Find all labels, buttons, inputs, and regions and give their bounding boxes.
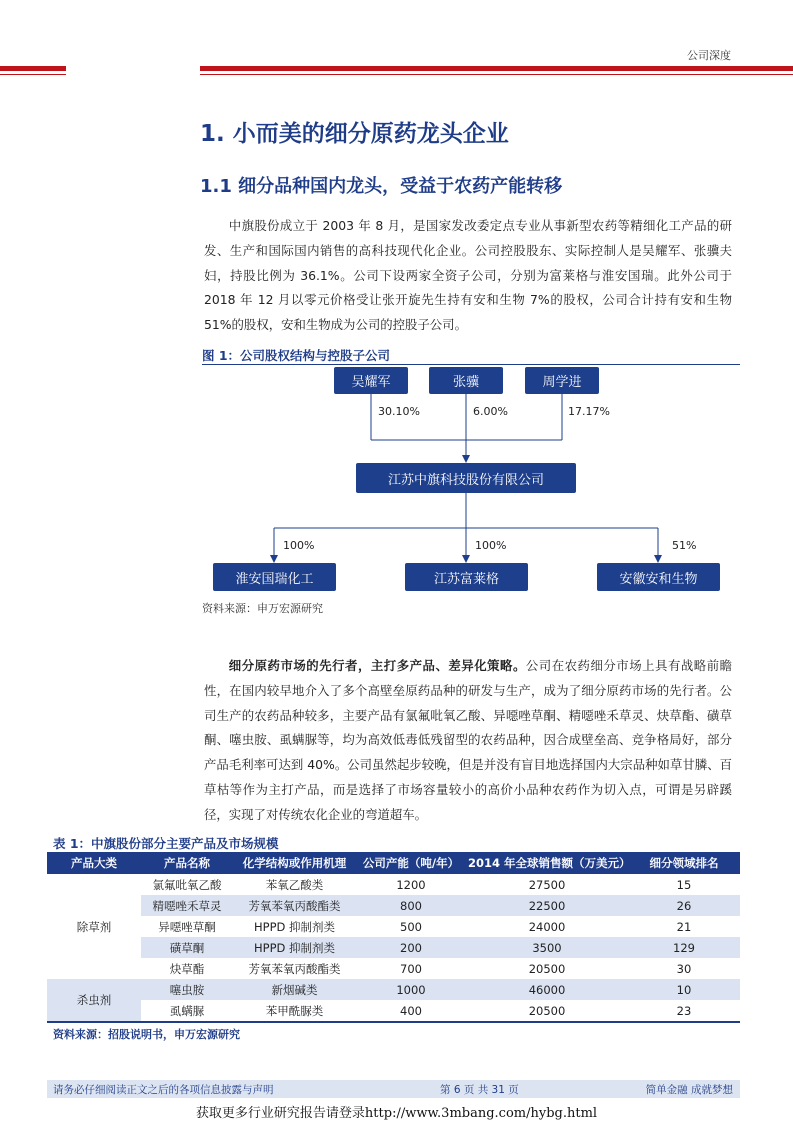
table-cell: 21 <box>628 916 740 937</box>
shareholder-box: 张骥 <box>429 367 503 394</box>
strategy-lead: 细分原药市场的先行者，主打多产品、差异化策略。 <box>228 658 526 673</box>
subsidiary-pct: 100% <box>475 539 507 552</box>
table-cell: 炔草酯 <box>141 958 233 979</box>
table-cell: HPPD 抑制剂类 <box>233 937 356 958</box>
products-table <box>47 852 740 1021</box>
subsidiary-pct: 100% <box>283 539 315 552</box>
column-header: 产品名称 <box>141 852 233 874</box>
holding-pct: 17.17% <box>568 405 610 418</box>
intro-paragraph: 中旗股份成立于 2003 年 8 月，是国家发改委定点专业从事新型农药等精细化工产品的研发、生产和国际国内销售的高科技现代化企业。公司控股股东、实际控制人是吴耀军、张骥夫妇，持股比例为 36.1%。公司下设两家全资子公司，分别为富莱格与淮安国瑞。此外公司于 2018 年 12 月以零元价格受让张开旋先生持有安和生物 7%的股权，公司合计持有安和生物 51%的股权，安和生物成为公司的控股子公司。 <box>204 218 732 333</box>
table-cell: 30 <box>628 958 740 979</box>
category-cell: 杀虫剂 <box>47 979 141 1021</box>
table-cell: 3500 <box>466 937 628 958</box>
shareholder-box: 吴耀军 <box>334 367 408 394</box>
subsidiary-box: 安徽安和生物 <box>597 563 720 591</box>
holding-pct: 6.00% <box>473 405 508 418</box>
figure-title: 图 1：公司股权结构与控股子公司 <box>202 348 391 363</box>
table-row <box>47 874 740 895</box>
table-cell: 200 <box>356 937 466 958</box>
table-bottom-rule <box>47 1021 740 1023</box>
table-row <box>47 895 740 916</box>
strategy-body: 公司在农药细分市场上具有战略前瞻性，在国内较早地介入了多个高壁垒原药品种的研发与生产，成为了细分原药市场的先行者。公司生产的农药品种较多，主要产品有氯氟吡氧乙酸、异噁唑草酮、精噁唑禾草灵、炔草酯、磺草酮、噻虫胺、虱螨脲等，均为高效低毒低残留型的农药品种，因合成壁垒高、竞争格局好，部分产品毛利率可达到 40%。公司虽然起步较晚，但是并没有盲目地选择国内大宗品种如草甘膦、百草枯等作为主打产品，而是选择了市场容量较小的高价小品种农药作为切入点，可谓是另辟蹊径，实现了对传统农化企业的弯道超车。 <box>204 658 733 822</box>
footer-disclaimer: 请务必仔细阅读正文之后的各项信息披露与声明 <box>53 1084 274 1096</box>
subsection-heading: 1.1 细分品种国内龙头，受益于农药产能转移 <box>200 176 563 197</box>
figure-source: 资料来源：申万宏源研究 <box>202 602 323 615</box>
table-cell: 700 <box>356 958 466 979</box>
table-cell: 虱螨脲 <box>141 1000 233 1021</box>
table-row <box>47 1000 740 1021</box>
table-cell: 500 <box>356 916 466 937</box>
table-cell: 芳氧苯氧丙酸酯类 <box>233 958 356 979</box>
table-cell: HPPD 抑制剂类 <box>233 916 356 937</box>
table-row <box>47 937 740 958</box>
table-row <box>47 979 740 1000</box>
table-cell: 800 <box>356 895 466 916</box>
table-cell: 氯氟吡氧乙酸 <box>141 874 233 895</box>
table-cell: 22500 <box>466 895 628 916</box>
table-row <box>47 916 740 937</box>
subsidiary-box: 淮安国瑞化工 <box>213 563 336 591</box>
column-header: 化学结构或作用机理 <box>233 852 356 874</box>
table-cell: 20500 <box>466 1000 628 1021</box>
table-cell: 异噁唑草酮 <box>141 916 233 937</box>
table-cell: 129 <box>628 937 740 958</box>
table-cell: 芳氧苯氧丙酸酯类 <box>233 895 356 916</box>
table-row <box>47 958 740 979</box>
category-cell: 除草剂 <box>47 874 141 979</box>
table-cell: 噻虫胺 <box>141 979 233 1000</box>
column-header: 2014 年全球销售额（万美元） <box>466 852 628 874</box>
subsidiary-box: 江苏富莱格 <box>405 563 528 591</box>
page-number: 第 6 页 共 31 页 <box>440 1084 519 1096</box>
column-header: 产品大类 <box>47 852 141 874</box>
table-cell: 15 <box>628 874 740 895</box>
subsidiary-pct: 51% <box>672 539 697 552</box>
footer-slogan: 简单金融 成就梦想 <box>645 1084 733 1096</box>
table-cell: 1200 <box>356 874 466 895</box>
table-cell: 23 <box>628 1000 740 1021</box>
table-cell: 苯氧乙酸类 <box>233 874 356 895</box>
column-header: 公司产能（吨/年） <box>356 852 466 874</box>
table-header-row <box>47 852 740 874</box>
table-cell: 20500 <box>466 958 628 979</box>
table-cell: 苯甲酰脲类 <box>233 1000 356 1021</box>
download-notice: 获取更多行业研究报告请登录http://www.3mbang.com/hybg.html <box>195 1106 598 1121</box>
table-cell: 400 <box>356 1000 466 1021</box>
table-cell: 46000 <box>466 979 628 1000</box>
strategy-paragraph <box>204 654 732 828</box>
table-cell: 27500 <box>466 874 628 895</box>
table-cell: 24000 <box>466 916 628 937</box>
table-cell: 1000 <box>356 979 466 1000</box>
table-cell: 精噁唑禾草灵 <box>141 895 233 916</box>
shareholder-box: 周学进 <box>525 367 599 394</box>
parent-company-box: 江苏中旗科技股份有限公司 <box>356 463 576 493</box>
holding-pct: 30.10% <box>378 405 420 418</box>
section-heading: 1. 小而美的细分原药龙头企业 <box>200 121 509 147</box>
table-cell: 新烟碱类 <box>233 979 356 1000</box>
table-source: 资料来源：招股说明书，申万宏源研究 <box>53 1028 240 1041</box>
table-cell: 磺草酮 <box>141 937 233 958</box>
column-header: 细分领域排名 <box>628 852 740 874</box>
table-title: 表 1：中旗股份部分主要产品及市场规模 <box>53 836 279 851</box>
table-cell: 26 <box>628 895 740 916</box>
table-cell: 10 <box>628 979 740 1000</box>
header-title: 公司深度 <box>687 49 731 62</box>
